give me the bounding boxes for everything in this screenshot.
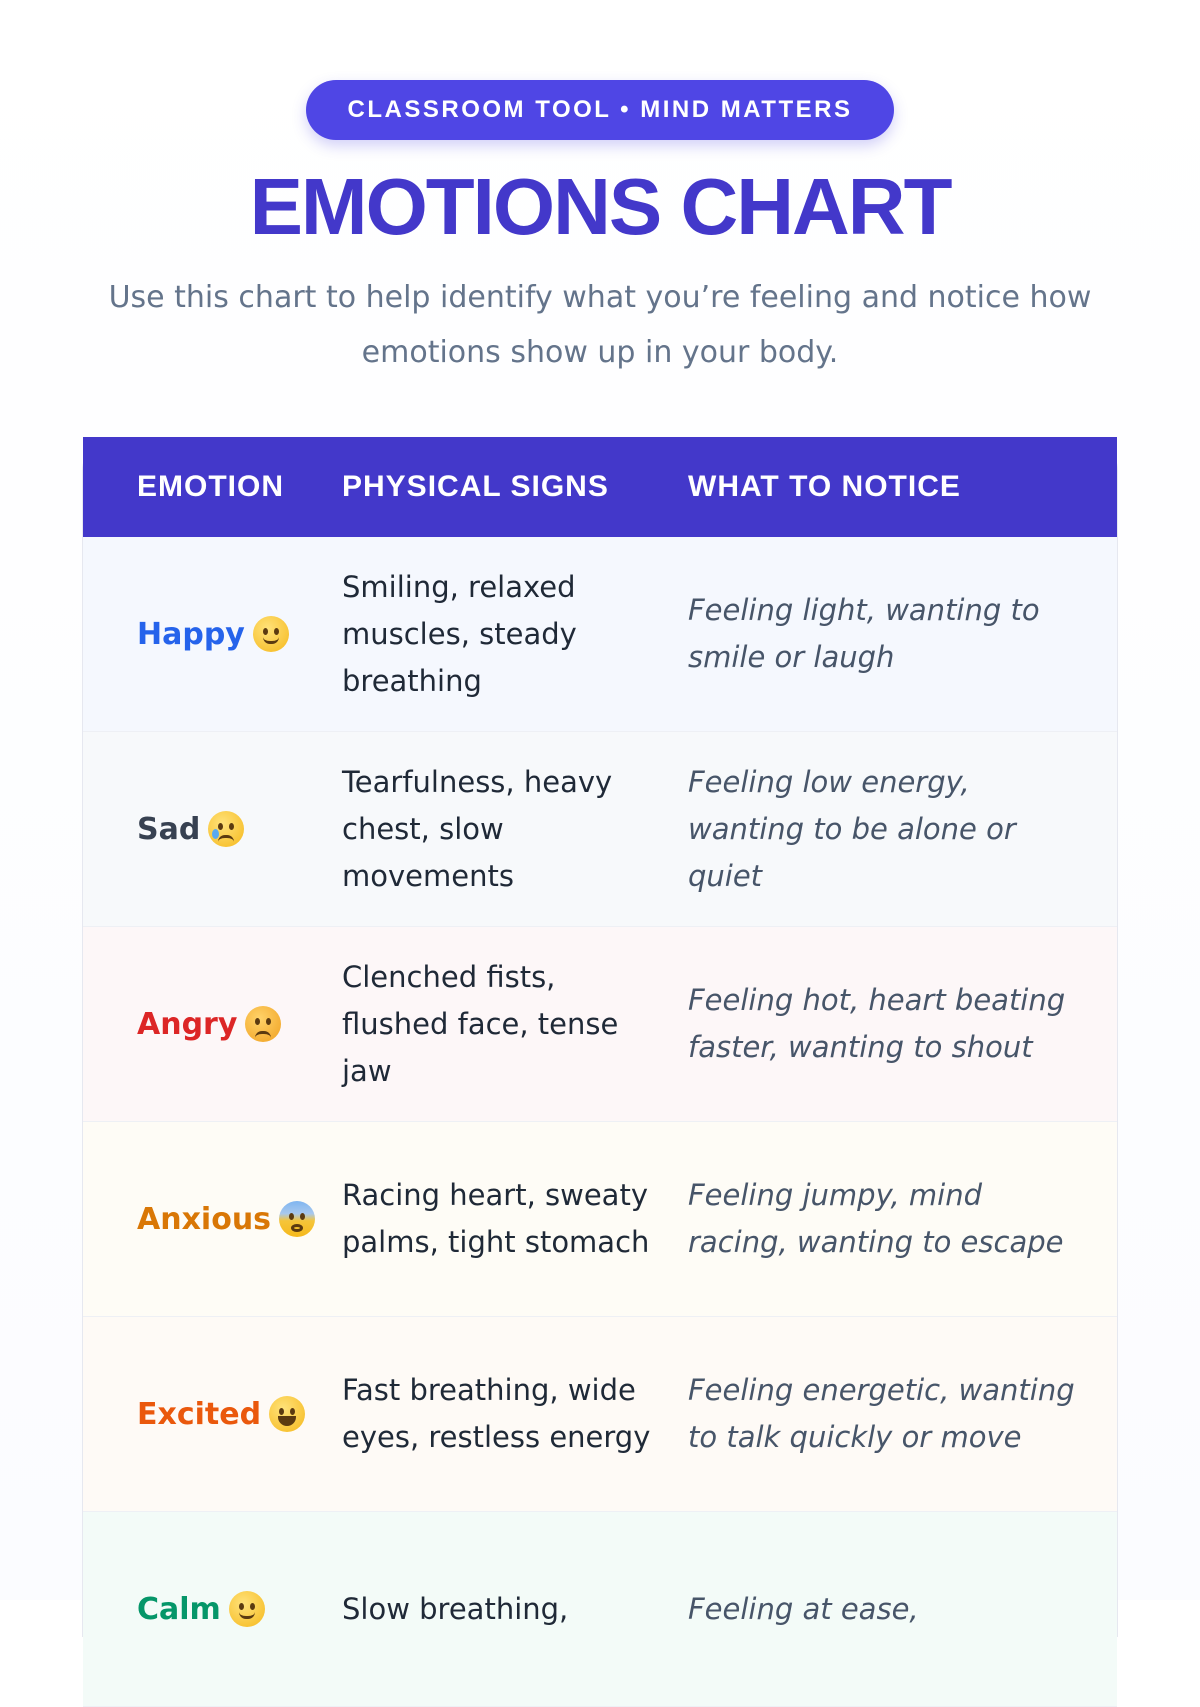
emotion-label: Angry xyxy=(137,1006,238,1042)
column-header-what-to-notice: WHAT TO NOTICE xyxy=(688,470,961,503)
table-row xyxy=(83,1122,1117,1317)
physical-signs-cell: Clenched fists, flushed face, tense jaw xyxy=(342,959,619,1088)
physical-signs-cell: Fast breathing, wide eyes, restless energy xyxy=(342,1373,651,1454)
table-row xyxy=(83,1512,1117,1707)
emotion-cell xyxy=(83,1201,342,1237)
what-to-notice-cell: Feeling energetic, wanting to talk quickly or move xyxy=(688,1373,1075,1454)
table-row xyxy=(83,537,1117,732)
grinning-face-icon xyxy=(269,1396,305,1432)
badge-container xyxy=(0,0,1200,140)
what-to-notice-cell: Feeling at ease, xyxy=(688,1591,919,1626)
emotion-cell xyxy=(83,1591,342,1627)
table-row xyxy=(83,1317,1117,1512)
what-to-notice-cell: Feeling jumpy, mind racing, wanting to escape xyxy=(688,1178,1064,1259)
emotion-label: Anxious xyxy=(137,1201,272,1237)
page-subtitle: Use this chart to help identify what you’re feeling and notice how emotions show up in your body. xyxy=(108,280,1092,370)
emotion-cell xyxy=(83,616,342,652)
smiling-face-icon xyxy=(253,616,289,652)
emotion-label: Sad xyxy=(137,811,201,847)
what-to-notice-cell: Feeling light, wanting to smile or laugh xyxy=(688,593,1040,674)
column-header-emotion: EMOTION xyxy=(137,470,284,503)
emotion-label: Happy xyxy=(137,616,245,652)
emotion-cell xyxy=(83,811,342,847)
table-row xyxy=(83,927,1117,1122)
emotions-table xyxy=(82,437,1118,1637)
anxious-face-icon xyxy=(279,1201,315,1237)
physical-signs-cell: Tearfulness, heavy chest, slow movements xyxy=(342,764,613,893)
relieved-face-icon xyxy=(229,1591,265,1627)
what-to-notice-cell: Feeling low energy, wanting to be alone or quiet xyxy=(688,764,1016,893)
table-row xyxy=(83,732,1117,927)
emotion-cell xyxy=(83,1396,342,1432)
table-header-row xyxy=(83,437,1117,537)
physical-signs-cell: Racing heart, sweaty palms, tight stomach xyxy=(342,1178,650,1259)
page-title: EMOTIONS CHART xyxy=(249,162,951,251)
crying-face-icon xyxy=(208,811,244,847)
emotion-cell xyxy=(83,1006,342,1042)
physical-signs-cell: Smiling, relaxed muscles, steady breathing xyxy=(342,569,577,698)
what-to-notice-cell: Feeling hot, heart beating faster, wanting to shout xyxy=(688,983,1066,1064)
physical-signs-cell: Slow breathing, xyxy=(342,1591,569,1626)
emotion-label: Calm xyxy=(137,1591,221,1627)
column-header-physical-signs: PHYSICAL SIGNS xyxy=(342,470,609,503)
category-badge: CLASSROOM TOOL • MIND MATTERS xyxy=(306,80,895,140)
angry-face-icon xyxy=(245,1006,281,1042)
emotion-label: Excited xyxy=(137,1396,262,1432)
